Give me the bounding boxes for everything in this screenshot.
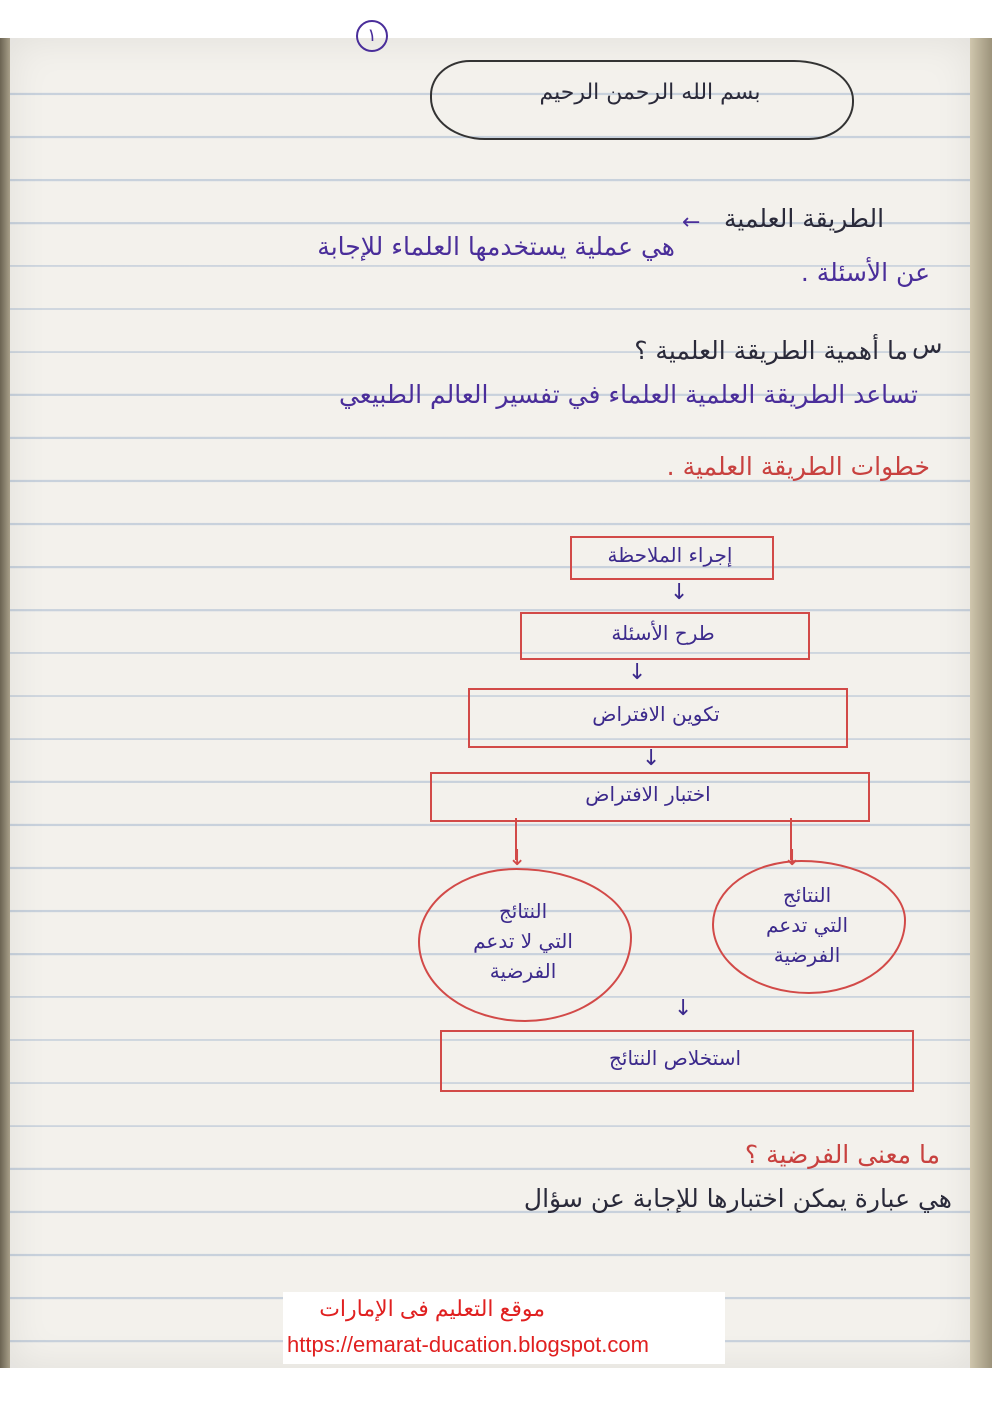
outcome-right-line-3: الفرضية <box>773 943 841 967</box>
outcome-right-line-1: النتائج <box>782 883 832 907</box>
outcome-right-line-2: التي تدعم <box>765 913 849 937</box>
outcome-left-line-3: الفرضية <box>489 959 557 983</box>
step-1-label: إجراء الملاحظة <box>607 543 733 567</box>
footer-url[interactable]: https://emarat-ducation.blogspot.com <box>287 1332 649 1357</box>
definition-arrow: ← <box>682 210 701 235</box>
step-2-label: طرح الأسئلة <box>611 621 715 645</box>
step-5-label: استخلاص النتائج <box>608 1046 742 1070</box>
question-1-text: ما أهمية الطريقة العلمية ؟ <box>634 336 908 365</box>
question-1-answer: تساعد الطريقة العلمية العلماء في تفسير العالم الطبيعي <box>338 380 918 409</box>
outcome-left-line-2: التي لا تدعم <box>473 929 573 953</box>
step-3-label: تكوين الافتراض <box>592 702 720 726</box>
arrow-1: ↓ <box>670 580 689 605</box>
question-2-answer: هي عبارة يمكن اختبارها للإجابة عن سؤال <box>523 1184 952 1213</box>
outcome-right-text <box>712 880 902 970</box>
footer-title: موقع التعليم فى الإمارات <box>319 1296 545 1321</box>
page-number: ١ <box>356 20 388 52</box>
definition-line-1: هي عملية يستخدمها العلماء للإجابة <box>317 232 675 261</box>
photo-right-edge <box>970 38 992 1368</box>
basmala-text: بسم الله الرحمن الرحيم <box>539 80 761 105</box>
question-2-text: ما معنى الفرضية ؟ <box>744 1140 940 1169</box>
definition-line-2: عن الأسئلة . <box>800 258 930 287</box>
definition-term: الطريقة العلمية <box>724 204 885 233</box>
steps-heading: خطوات الطريقة العلمية . <box>666 452 930 481</box>
arrow-5: ↓ <box>674 996 693 1021</box>
outcome-left-text <box>418 896 628 986</box>
arrow-3: ↓ <box>642 746 661 771</box>
branch-right-arrow: ↓ <box>783 846 802 871</box>
outcome-left-line-1: النتائج <box>498 899 548 923</box>
question-1-marker: س <box>912 330 943 359</box>
arrow-2: ↓ <box>628 660 647 685</box>
branch-left-arrow: ↓ <box>508 846 527 871</box>
step-4-label: اختبار الافتراض <box>585 782 711 806</box>
